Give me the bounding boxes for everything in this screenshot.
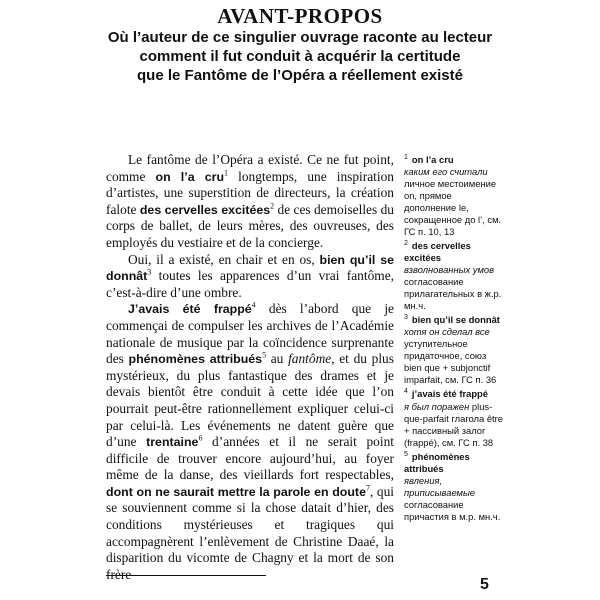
note-gloss: личное местоимение on, прямое дополнение le, сокращенное до l’, см. ГС п. 10, 13 [404,178,502,238]
note-number: 3 [404,314,408,322]
text-run: au [266,351,289,367]
footnote-ref: 2 [270,201,275,211]
footnote-ref: 3 [147,267,152,277]
note-term: des cervelles excitées [404,240,471,264]
note-translation: каким его считали [404,166,488,178]
italic-word: fantôme [288,351,332,367]
footnote-ref: 6 [198,433,203,443]
footnote-ref: 5 [262,350,267,360]
note-translation: явления, приписываемые [404,474,476,498]
note-translation: я был поражен [404,400,470,412]
note-term: phénomènes attribués [404,450,470,474]
margin-note [404,152,504,238]
margin-note [404,386,504,448]
text-run: dès l’abord que je commençai de compulser les archives de l’Académie nationale de musique par la coïncidence surprenante des [106,301,394,367]
note-term: bien qu’il se donnât [411,314,500,326]
note-gloss: согласование причастия в м.р. мн.ч. [404,498,501,522]
note-term: on l’a cru [411,154,454,166]
text-run: Oui, il a existé, en chair et en os, [128,251,320,267]
glossed-term: bien qu’il se donnât [106,252,394,284]
note-translation: взволнованных умов [404,264,495,276]
footnote-ref: 4 [251,300,256,310]
text-run: d’années et il ne serait point difficile de trouver encore aujourd’hui, au foyer même de la danse, des vieillards fort respectables, [106,434,394,483]
paragraph-3 [106,301,394,583]
paragraph-2 [106,252,394,302]
note-gloss: plus-que-parfait глагола être + пассивный залог (frappé), см. ГС п. 38 [404,400,503,448]
footnote-ref: 7 [365,483,370,493]
margin-note [404,449,504,523]
text-run: , et du plus mystérieux, du plus fantastique des drames et je devais bientôt être conduit à cette idée que l’on pourrait peut-être rationnellement expliquer celui-ci par celui-là. Les événements ne datent guère que d’une [106,351,394,450]
margin-note [404,312,504,386]
note-number: 4 [404,388,408,396]
text-run: de ces demoiselles du corps de ballet, de leurs mères, des ouvreuses, des employés du vestiaire et de la concierge. [106,201,394,250]
text-run: , qui se souviennent comme si la chose datait d’hier, des conditions mystérieuses et tragiques qui accompagnèrent l’enlèvement de Christine Daaé, la disparition du vicomte de Chagny et la mort de son frère [106,483,394,582]
page-number: 5 [480,576,489,593]
note-gloss: уступительное придаточное, союз bien que + subjonctif imparfait, см. ГС п. 36 [404,338,497,386]
glossed-term: dont on ne saurait mettre la parole en doute [106,484,366,499]
note-term: j’avais été frappé [411,388,488,400]
glossed-term: trentaine [146,435,199,450]
note-number: 5 [404,450,408,458]
chapter-header [0,4,600,85]
chapter-subtitle-line-2: comment il fut conduit à acquérir la certitude [139,48,461,65]
chapter-subtitle-line-3: que le Fantôme de l’Opéra a réellement existé [137,67,463,84]
chapter-subtitle-line-1: Où l’auteur de ce singulier ouvrage raconte au lecteur [107,29,493,46]
text-run: longtemps, une inspiration d’artistes, une superstition de directeurs, la création falote [106,168,394,217]
chapter-title: AVANT-PROPOS [217,4,383,28]
note-translation: хотя он сделал все [404,326,490,338]
glossed-term: J’avais été frappé [128,302,252,317]
text-run: Le fantôme de l’Opéra a existé. Ce ne fut point, comme [106,152,394,184]
margin-note [404,238,504,312]
paragraph-1 [106,152,394,252]
note-gloss: согласование прилагательных в ж.р. мн.ч. [404,276,502,312]
footer-rule [106,575,266,576]
note-number: 2 [404,240,408,248]
text-run: toutes les apparences d’un vrai fantôme, c’est-à-dire d’une ombre. [106,268,394,300]
glossed-term: des cervelles excitées [139,202,271,217]
main-text [106,152,394,583]
note-number: 1 [404,154,408,161]
glossed-term: on l’a cru [155,169,225,184]
margin-notes [404,152,504,523]
glossed-term: phénomènes attribués [128,352,263,367]
footnote-ref: 1 [224,168,229,178]
